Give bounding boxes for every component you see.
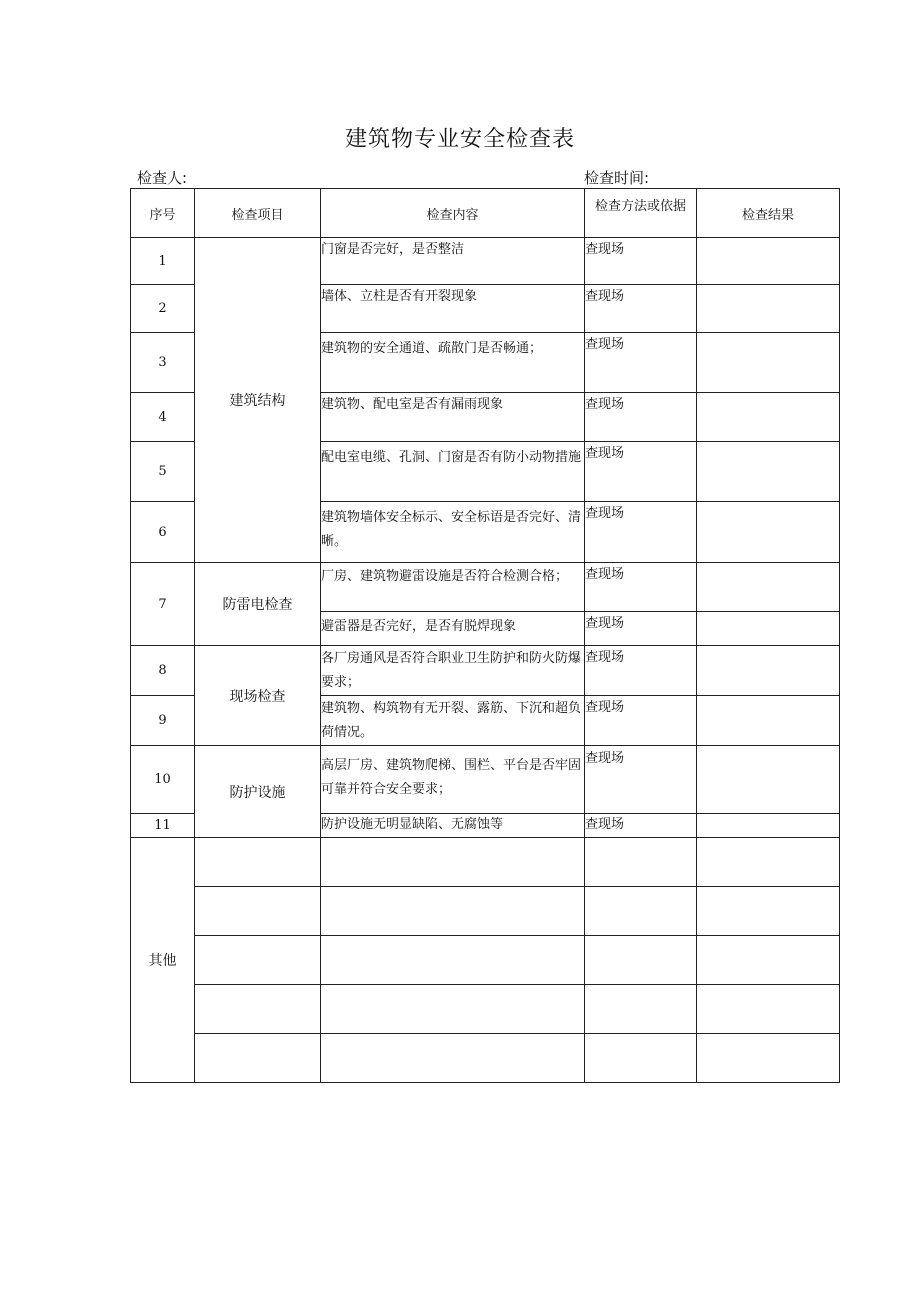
result-cell[interactable] [697, 285, 840, 333]
table-row [131, 985, 840, 1034]
row-content: 高层厂房、建筑物爬梯、围栏、平台是否牢固可靠并符合安全要求； [321, 746, 585, 814]
row-content: 门窗是否完好，是否整洁 [321, 238, 585, 285]
table-row [131, 563, 840, 612]
blank-content-cell[interactable] [321, 1034, 585, 1083]
row-number: 9 [131, 696, 195, 746]
row-method: 查现场 [585, 563, 697, 612]
category-structure: 建筑结构 [195, 238, 321, 563]
table-row [131, 238, 840, 285]
row-content: 配电室电缆、孔洞、门窗是否有防小动物措施 [321, 442, 585, 502]
result-cell[interactable] [697, 838, 840, 887]
inspector-label: 检查人: [137, 169, 188, 187]
row-method: 查现场 [585, 333, 697, 393]
result-cell[interactable] [697, 612, 840, 646]
result-cell[interactable] [697, 502, 840, 563]
row-number: 3 [131, 333, 195, 393]
row-number: 5 [131, 442, 195, 502]
blank-item-cell[interactable] [195, 887, 321, 936]
row-number: 8 [131, 646, 195, 696]
header-content: 检查内容 [321, 189, 585, 238]
result-cell[interactable] [697, 746, 840, 814]
result-cell[interactable] [697, 814, 840, 838]
inspection-time-label: 检查时间: [584, 169, 650, 187]
result-cell[interactable] [697, 393, 840, 442]
page-title: 建筑物专业安全检查表 [344, 127, 575, 152]
blank-content-cell[interactable] [321, 936, 585, 985]
blank-content-cell[interactable] [321, 887, 585, 936]
row-number: 11 [131, 814, 195, 838]
row-content: 建筑物、配电室是否有漏雨现象 [321, 393, 585, 442]
row-content: 建筑物、构筑物有无开裂、露筋、下沉和超负荷情况。 [321, 696, 585, 746]
row-method: 查现场 [585, 502, 697, 563]
row-content: 厂房、建筑物避雷设施是否符合检测合格； [321, 563, 585, 612]
category-lightning: 防雷电检查 [195, 563, 321, 646]
table-row [131, 887, 840, 936]
row-number: 7 [131, 563, 195, 646]
header-result: 检查结果 [697, 189, 840, 238]
blank-item-cell[interactable] [195, 1034, 321, 1083]
blank-content-cell[interactable] [321, 838, 585, 887]
row-number: 1 [131, 238, 195, 285]
result-cell[interactable] [697, 985, 840, 1034]
row-method: 查现场 [585, 442, 697, 502]
table-row [131, 1034, 840, 1083]
row-method: 查现场 [585, 238, 697, 285]
blank-method-cell[interactable] [585, 1034, 697, 1083]
row-number: 6 [131, 502, 195, 563]
row-content: 建筑物的安全通道、疏散门是否畅通； [321, 333, 585, 393]
result-cell[interactable] [697, 333, 840, 393]
table-row [131, 646, 840, 696]
row-content: 避雷器是否完好，是否有脱焊现象 [321, 612, 585, 646]
inspection-table [130, 188, 840, 1083]
row-method: 查现场 [585, 285, 697, 333]
row-number: 4 [131, 393, 195, 442]
result-cell[interactable] [697, 887, 840, 936]
blank-item-cell[interactable] [195, 838, 321, 887]
row-method: 查现场 [585, 612, 697, 646]
row-method: 查现场 [585, 814, 697, 838]
category-site: 现场检查 [195, 646, 321, 746]
row-number: 2 [131, 285, 195, 333]
row-method: 查现场 [585, 646, 697, 696]
table-row [131, 838, 840, 887]
header-row [131, 189, 840, 238]
result-cell[interactable] [697, 936, 840, 985]
blank-item-cell[interactable] [195, 936, 321, 985]
header-item: 检查项目 [195, 189, 321, 238]
category-other: 其他 [131, 838, 195, 1083]
blank-content-cell[interactable] [321, 985, 585, 1034]
header-no: 序号 [131, 189, 195, 238]
result-cell[interactable] [697, 646, 840, 696]
row-method: 查现场 [585, 746, 697, 814]
category-protection: 防护设施 [195, 746, 321, 838]
blank-method-cell[interactable] [585, 838, 697, 887]
blank-item-cell[interactable] [195, 985, 321, 1034]
result-cell[interactable] [697, 442, 840, 502]
row-content: 建筑物墙体安全标示、安全标语是否完好、清晰。 [321, 502, 585, 563]
row-content: 墙体、立柱是否有开裂现象 [321, 285, 585, 333]
row-method: 查现场 [585, 393, 697, 442]
header-method: 检查方法或依据 [585, 189, 697, 238]
result-cell[interactable] [697, 696, 840, 746]
result-cell[interactable] [697, 1034, 840, 1083]
table-row [131, 936, 840, 985]
blank-method-cell[interactable] [585, 985, 697, 1034]
row-content: 各厂房通风是否符合职业卫生防护和防火防爆要求； [321, 646, 585, 696]
row-method: 查现场 [585, 696, 697, 746]
row-number: 10 [131, 746, 195, 814]
result-cell[interactable] [697, 563, 840, 612]
blank-method-cell[interactable] [585, 936, 697, 985]
blank-method-cell[interactable] [585, 887, 697, 936]
result-cell[interactable] [697, 238, 840, 285]
row-content: 防护设施无明显缺陷、无腐蚀等 [321, 814, 585, 838]
table-row [131, 746, 840, 814]
